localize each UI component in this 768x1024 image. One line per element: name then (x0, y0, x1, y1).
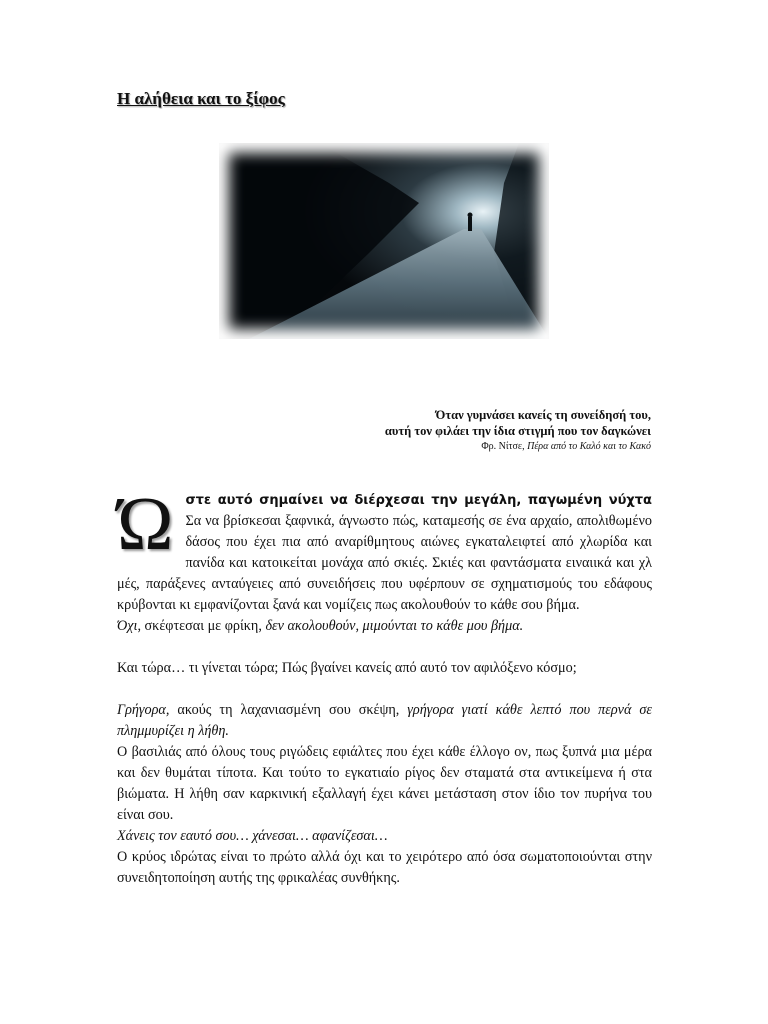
paragraph-1-lead: στε αυτό σημαίνει να διέρχεσαι την μεγάλη, παγωμένη νύχτα (185, 493, 652, 508)
paragraph-3: Και τώρα… τι γίνεται τώρα; Πώς βγαίνει κανείς από αυτό τον αφιλόξενο κόσμο; (117, 660, 577, 676)
night-road-photo (219, 143, 549, 339)
paragraph-6: Χάνεις τον εαυτό σου… χάνεσαι… αφανίζεσαι… (117, 828, 388, 844)
paragraph-2 (117, 616, 652, 637)
paragraph-2-b: , σκέφτεσαι με φρίκη, (137, 618, 266, 634)
epigraph-book: Πέρα από το Καλό και το Κακό (527, 441, 651, 452)
paragraph-2-a: Όχι (117, 618, 138, 634)
paragraph-1 (117, 482, 652, 616)
night-road-illustration (219, 143, 549, 339)
walking-figure (468, 217, 472, 231)
paragraph-4 (117, 700, 652, 742)
paragraph-4-a: Γρήγορα, (117, 702, 170, 718)
paragraph-7: Ο κρύος ιδρώτας είναι το πρώτο αλλά όχι και το χειρότερο από όσα σωματοποιούνται στην συνειδητοποίηση αυτής της φρικαλέας συνθήκης. (117, 849, 652, 886)
paragraph-1-text: Σα να βρίσκεσαι ξαφνικά, άγνωστο πώς, καταμεσής σε ένα αρχαίο, απολιθωμένο δάσος που έχει πια από αναρίθμητους αιώνες εγκαταλειφτεί από χλωρίδα και πανίδα και κατοικείται μονάχα από σκιές. Σκιές και φαντάσματα ειναιικά και χλ μές, παράξενες ανταύγειες από συνειδήσεις που υφέρπουν σε σχηματισμούς του εδάφους κρύβονται κι εμφανίζονται ξανά και νομίζεις πως ακολουθούν το κάθε σου βήμα. (117, 513, 652, 613)
epigraph-line-1: Όταν γυμνάσει κανείς τη συνείδησή του, (435, 408, 651, 422)
paragraph-2-c: δεν ακολουθούν, μιμούνται το κάθε μου βήμα. (265, 618, 524, 634)
paragraph-4-c: γρήγορα γιατί κάθε λεπτό που περνά σε πλημμυρίζει η λήθη. (117, 702, 652, 739)
epigraph-line-2: αυτή τον φιλάει την ίδια στιγμή που τον δαγκώνει (384, 424, 651, 438)
article-body (117, 482, 652, 889)
drop-cap: Ώ (117, 482, 174, 566)
epigraph-credit (231, 439, 651, 454)
epigraph (231, 407, 651, 454)
epigraph-author: Φρ. Νίτσε, (481, 441, 528, 452)
paragraph-4-b: ακούς τη λαχανιασμένη σου σκέψη, (169, 702, 408, 718)
page-title: Η αλήθεια και το ξίφος (117, 89, 285, 108)
paragraph-5: Ο βασιλιάς από όλους τους ριγώδεις εφιάλτες που έχει κάθε έλλογο ον, πως ξυπνά μια μέρα και δεν θυμάται τίποτα. Και τούτο το εγκατιαίο ρίγος δεν σταματά στα αντικείμενα ή στα βιώματα. Η λήθη σαν καρκινική εξαλλαγή έχει κάνει μετάσταση στον ίδιο τον πυρήνα του είναι σου. (117, 744, 652, 823)
